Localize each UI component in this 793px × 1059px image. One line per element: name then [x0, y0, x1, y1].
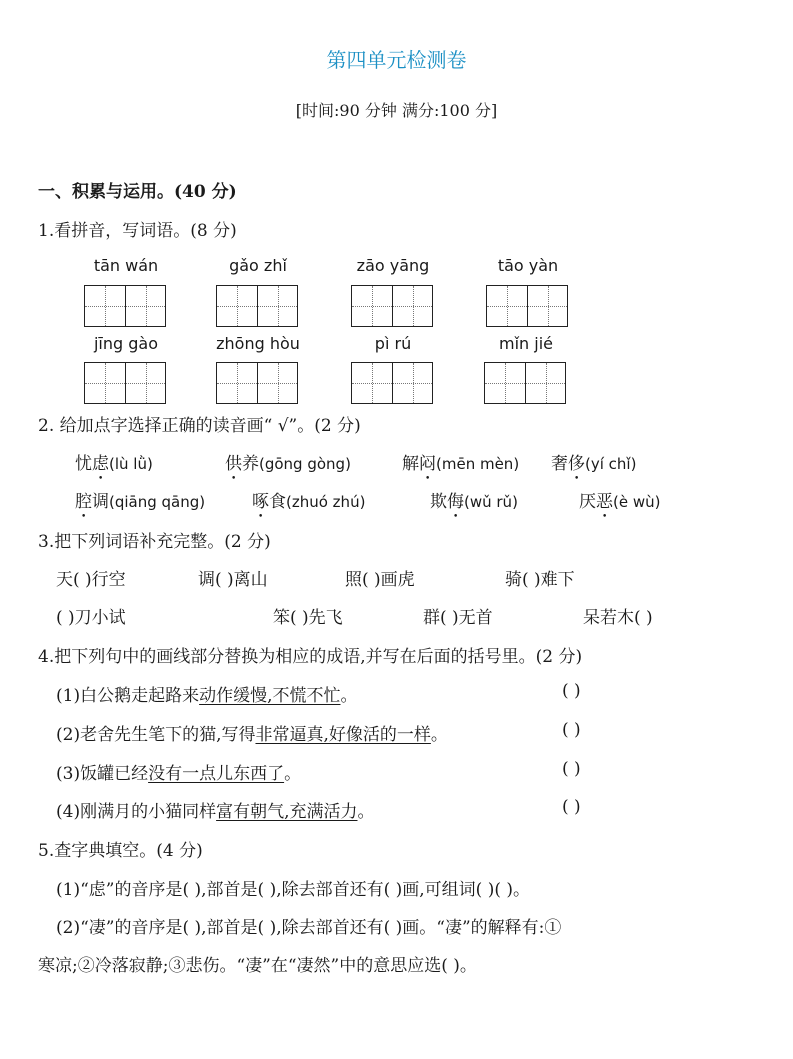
writing-grid[interactable] — [486, 285, 568, 327]
pronunciation-item: 忧虑(lù lǜ) — [75, 454, 153, 474]
idiom-item: 笨( )先飞 — [273, 608, 343, 628]
idiom-item: 调( )离山 — [198, 570, 268, 590]
sentence-item: (3)饭罐已经没有一点儿东西了。 — [56, 764, 302, 784]
idiom-item: ( )刀小试 — [56, 608, 126, 628]
idiom-item: 骑( )难下 — [505, 570, 575, 590]
answer-blank[interactable]: ( ) — [562, 681, 581, 701]
writing-grid[interactable] — [351, 362, 433, 404]
sentence-item: (2)老舍先生笔下的猫,写得非常逼真,好像活的一样。 — [56, 725, 448, 745]
writing-grid[interactable] — [484, 362, 566, 404]
writing-grid[interactable] — [351, 285, 433, 327]
pinyin-label: mǐn jié — [499, 334, 553, 353]
writing-grid[interactable] — [84, 362, 166, 404]
sentence-item: (4)刚满月的小猫同样富有朝气,充满活力。 — [56, 802, 375, 822]
page-title: 第四单元检测卷 — [326, 48, 467, 72]
pronunciation-item: 奢侈(yí chǐ) — [551, 454, 637, 474]
pinyin-label: zhōng hòu — [216, 334, 300, 353]
writing-grid[interactable] — [216, 285, 298, 327]
pronunciation-item: 厌恶(è wù) — [579, 492, 661, 512]
pinyin-label: jīng gào — [93, 334, 159, 353]
question-4-heading: 4.把下列句中的画线部分替换为相应的成语,并写在后面的括号里。(2 分) — [38, 647, 583, 667]
answer-blank[interactable]: ( ) — [562, 759, 581, 779]
question-3-heading: 3.把下列词语补充完整。(2 分) — [38, 532, 271, 552]
dictionary-line: 寒凉;②冷落寂静;③悲伤。“凄”在“凄然”中的意思应选( )。 — [38, 956, 477, 976]
pinyin-label: tān wán — [93, 256, 159, 275]
pinyin-label: tāo yàn — [497, 256, 559, 275]
pinyin-label: gǎo zhǐ — [229, 256, 287, 275]
idiom-item: 呆若木( ) — [583, 608, 653, 628]
sentence-item: (1)白公鹅走起路来动作缓慢,不慌不忙。 — [56, 686, 358, 706]
pinyin-label: pì rú — [374, 334, 412, 353]
writing-grid[interactable] — [216, 362, 298, 404]
pinyin-label: zāo yāng — [356, 256, 430, 275]
dictionary-line: (1)“虑”的音序是( ),部首是( ),除去部首还有( )画,可组词( )( )。 — [56, 880, 531, 900]
pronunciation-item: 欺侮(wǔ rǔ) — [430, 492, 518, 512]
exam-info: [时间:90 分钟 满分:100 分] — [295, 101, 498, 120]
pronunciation-item: 啄食(zhuó zhú) — [252, 492, 366, 512]
idiom-item: 照( )画虎 — [345, 570, 415, 590]
question-5-heading: 5.查字典填空。(4 分) — [38, 841, 203, 861]
dictionary-line: (2)“凄”的音序是( ),部首是( ),除去部首还有( )画。“凄”的解释有:① — [56, 918, 562, 938]
answer-blank[interactable]: ( ) — [562, 797, 581, 817]
idiom-item: 天( )行空 — [56, 570, 126, 590]
pronunciation-item: 腔调(qiāng qāng) — [75, 492, 206, 512]
section-heading: 一、积累与运用。(40 分) — [38, 182, 237, 202]
writing-grid[interactable] — [84, 285, 166, 327]
idiom-item: 群( )无首 — [423, 608, 493, 628]
pronunciation-item: 供养(gōng gòng) — [225, 454, 351, 474]
question-1-heading: 1.看拼音，写词语。(8 分) — [38, 221, 237, 241]
pronunciation-item: 解闷(mēn mèn) — [402, 454, 520, 474]
answer-blank[interactable]: ( ) — [562, 720, 581, 740]
question-2-heading: 2. 给加点字选择正确的读音画“ √”。(2 分) — [38, 416, 361, 436]
